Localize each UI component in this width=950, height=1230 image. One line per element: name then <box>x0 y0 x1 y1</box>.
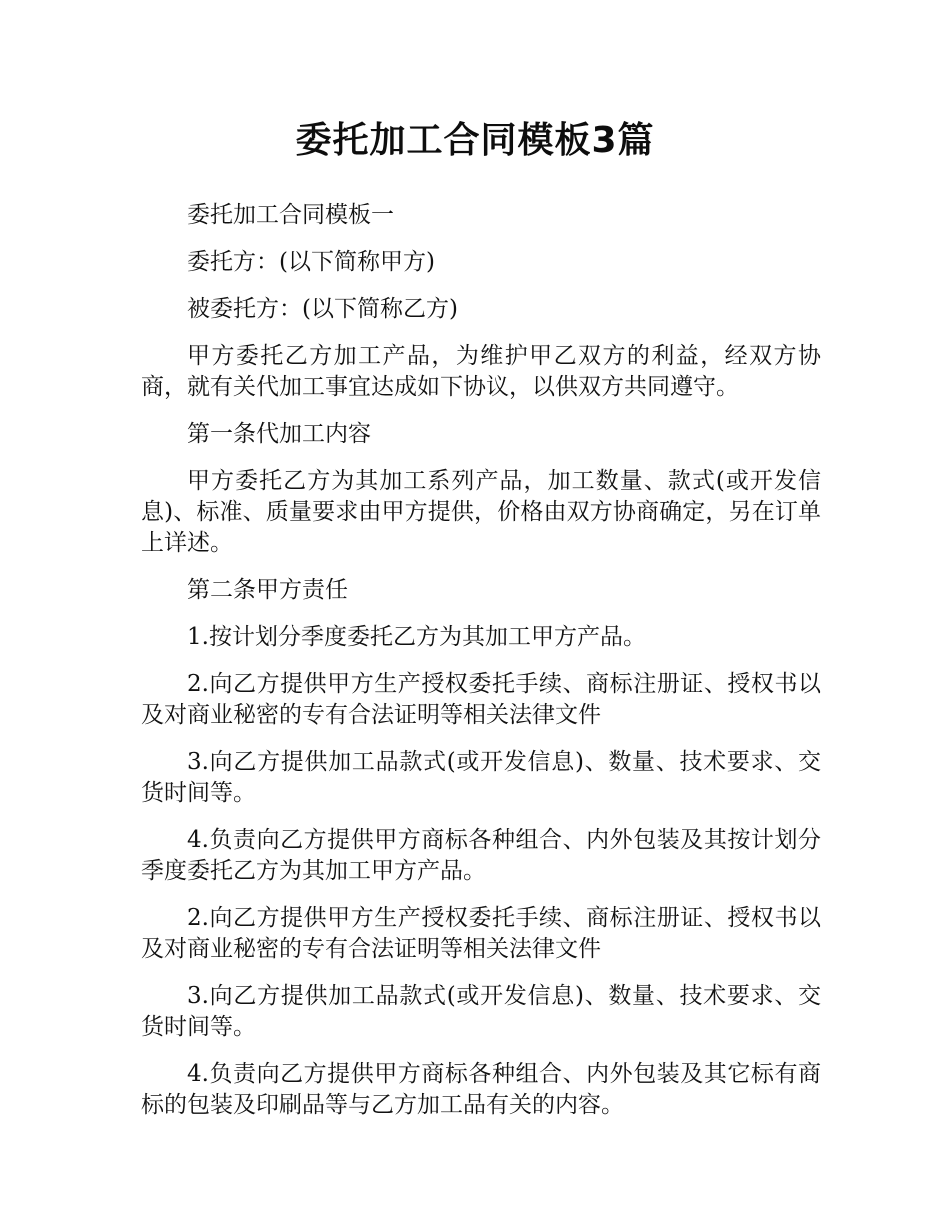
paragraph-item: 1.按计划分季度委托乙方为其加工甲方产品。 <box>187 624 646 650</box>
paragraph-item: 4.负责向乙方提供甲方商标各种组合、内外包装及其它标有商标的包装及印刷品等与乙方加工品有关的内容。 <box>141 1061 821 1118</box>
paragraph-item: 4.负责向乙方提供甲方商标各种组合、内外包装及其按计划分季度委托乙方为其加工甲方产品。 <box>141 827 821 884</box>
document-body <box>141 200 821 1137</box>
paragraph-article-two-heading: 第二条甲方责任 <box>187 577 348 603</box>
paragraph-article-one-heading: 第一条代加工内容 <box>187 421 371 447</box>
paragraph-item: 2.向乙方提供甲方生产授权委托手续、商标注册证、授权书以及对商业秘密的专有合法证明等相关法律文件 <box>141 905 821 962</box>
paragraph-article-one-body: 甲方委托乙方为其加工系列产品，加工数量、款式(或开发信息)、标准、质量要求由甲方提供，价格由双方协商确定，另在订单上详述。 <box>141 468 821 556</box>
paragraph-contractor: 被委托方：(以下简称乙方) <box>187 296 458 322</box>
document-title: 委托加工合同模板3篇 <box>295 120 655 161</box>
paragraph-item: 2.向乙方提供甲方生产授权委托手续、商标注册证、授权书以及对商业秘密的专有合法证明等相关法律文件 <box>141 671 821 728</box>
paragraph-item: 3.向乙方提供加工品款式(或开发信息)、数量、技术要求、交货时间等。 <box>141 749 821 806</box>
paragraph-client: 委托方：(以下简称甲方) <box>187 249 435 275</box>
paragraph-preamble: 甲方委托乙方加工产品，为维护甲乙双方的利益，经双方协商，就有关代加工事宜达成如下协议，以供双方共同遵守。 <box>141 343 821 400</box>
paragraph-section-heading: 委托加工合同模板一 <box>187 202 394 228</box>
paragraph-item: 3.向乙方提供加工品款式(或开发信息)、数量、技术要求、交货时间等。 <box>141 983 821 1040</box>
